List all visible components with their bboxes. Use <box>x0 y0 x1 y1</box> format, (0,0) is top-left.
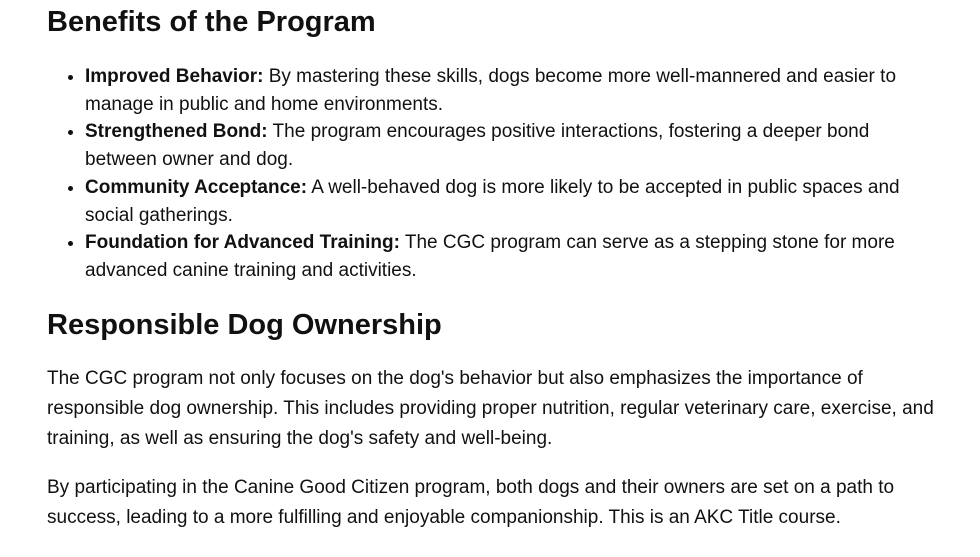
item-text: The program encourages positive interactions, fostering a deeper bond between owner and dog. <box>85 121 870 171</box>
item-text: A well-behaved dog is more likely to be accepted in public spaces and social gatherings. <box>85 176 900 226</box>
item-term: Improved Behavior: <box>85 66 264 87</box>
list-item <box>85 63 925 118</box>
item-text: By mastering these skills, dogs become more well-mannered and easier to manage in public and home environments. <box>85 66 897 115</box>
list-item <box>85 229 925 284</box>
benefits-heading: Benefits of the Program <box>47 6 376 38</box>
list-item <box>85 174 925 229</box>
list-item <box>85 118 925 173</box>
item-term: Community Acceptance: <box>85 176 308 198</box>
closing-paragraph: By participating in the Canine Good Citizen program, both dogs and their owners are set on a path to success, leading to a more fulfilling and enjoyable companionship. This is an AKC Title course. <box>47 477 895 528</box>
item-term: Foundation for Advanced Training: <box>85 232 400 254</box>
item-text: The CGC program can serve as a stepping stone for more advanced canine training and activities. <box>85 232 895 281</box>
benefits-list <box>47 63 925 285</box>
item-term: Strengthened Bond: <box>85 121 268 143</box>
ownership-heading: Responsible Dog Ownership <box>47 309 442 341</box>
ownership-paragraph: The CGC program not only focuses on the dog's behavior but also emphasizes the importance of responsible dog ownership. This includes providing proper nutrition, regular veterinary care, exercise, and training, as well as ensuring the dog's safety and well-being. <box>47 368 934 449</box>
